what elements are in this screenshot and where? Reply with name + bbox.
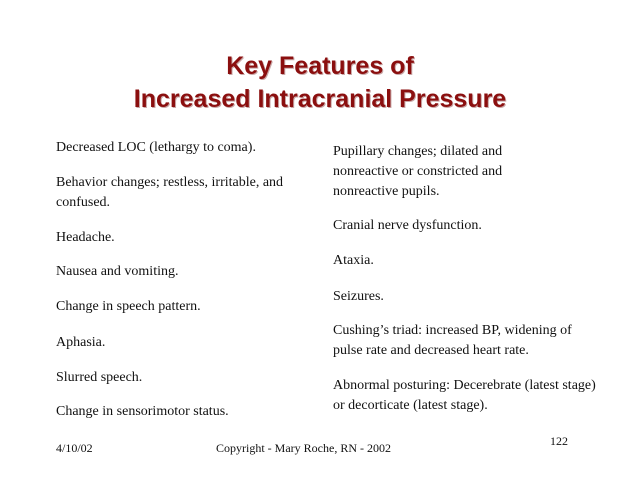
footer-copyright: Copyright - Mary Roche, RN - 2002 [216,441,391,455]
slide-title-line-2: Increased Intracranial Pressure [133,85,507,113]
list-item: Abnormal posturing: Decerebrate (latest stage) or decorticate (latest stage). [333,378,596,413]
list-item: Change in sensorimotor status. [56,404,229,419]
list-item: Cranial nerve dysfunction. [333,218,482,233]
slide-title [0,50,640,116]
footer-date: 4/10/02 [56,441,93,455]
list-item: Nausea and vomiting. [56,264,179,279]
slide-title-line-1: Key Features of [226,52,414,80]
list-item: Headache. [56,230,115,245]
list-item: Behavior changes; restless, irritable, and confused. [56,175,284,210]
list-item: Ataxia. [333,253,374,268]
list-item: Decreased LOC (lethargy to coma). [56,140,256,155]
list-item: Seizures. [333,289,384,304]
list-item: Slurred speech. [56,370,143,385]
list-item: Aphasia. [56,335,106,350]
list-item: Change in speech pattern. [56,299,201,314]
list-item: Cushing’s triad: increased BP, widening of pulse rate and decreased heart rate. [333,323,572,358]
page-number: 122 [550,434,568,448]
list-item: Pupillary changes; dilated and nonreactive or constricted and nonreactive pupils. [333,144,503,199]
